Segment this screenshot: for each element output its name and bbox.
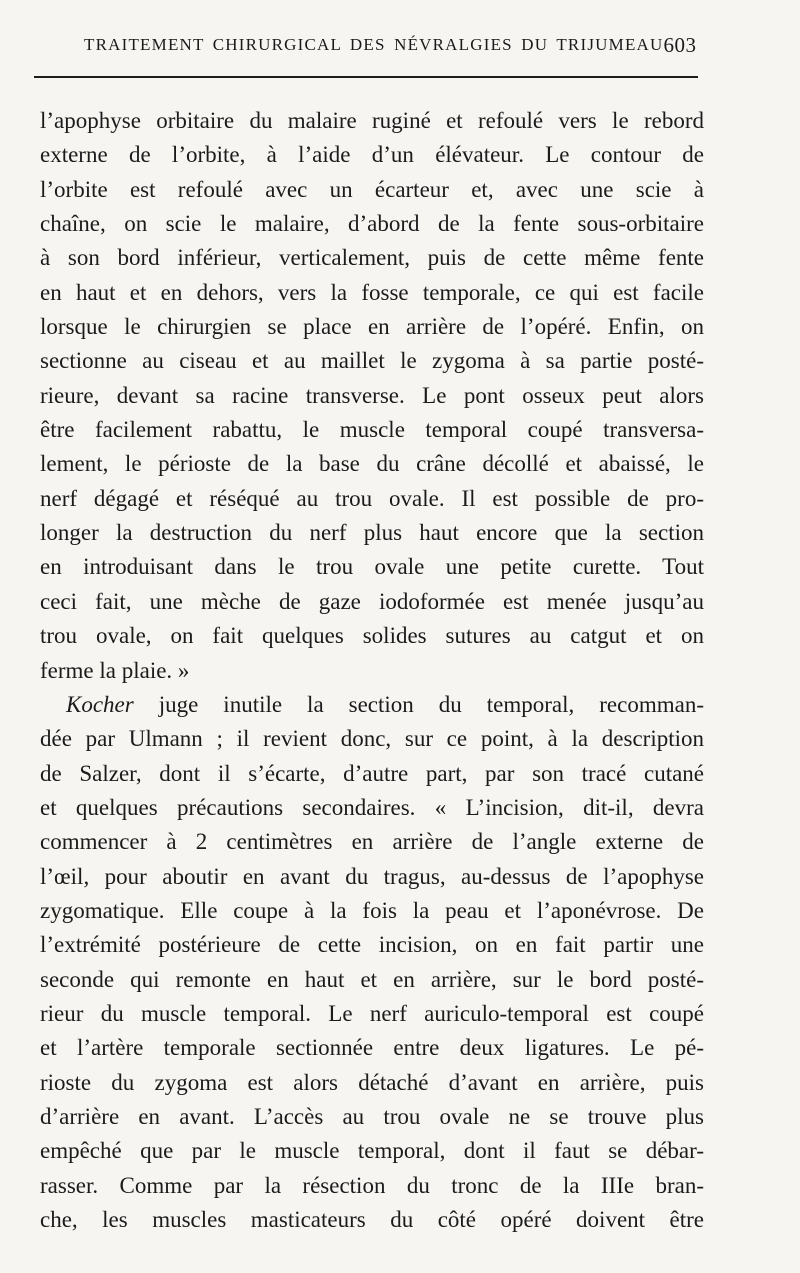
text-line: externe de l’orbite, à l’aide d’un élévateur. Le contour de: [40, 142, 704, 168]
text-line: lorsque le chirurgien se place en arrière de l’opéré. Enfin, on: [40, 314, 704, 340]
text-line: l’orbite est refoulé avec un écarteur et, avec une scie à: [40, 176, 704, 202]
header-rule: [34, 76, 698, 78]
running-header: [84, 30, 696, 60]
text-line: dée par Ulmann ; il revient donc, sur ce point, à la description: [40, 726, 704, 752]
text-line: zygomatique. Elle coupe à la fois la peau et l’aponévrose. De: [40, 897, 704, 923]
paragraph-end-line: ferme la plaie. »: [40, 657, 190, 683]
text-line: rioste du zygoma est alors détaché d’avant en arrière, puis: [40, 1069, 704, 1095]
text-line: seconde qui remonte en haut et en arrière, sur le bord posté-: [40, 966, 704, 992]
text-line: être facilement rabattu, le muscle temporal coupé transversa-: [40, 417, 704, 443]
text-line: chaîne, on scie le malaire, d’abord de la fente sous-orbitaire: [40, 211, 704, 237]
text-line: rieur du muscle temporal. Le nerf auriculo-temporal est coupé: [40, 1000, 704, 1026]
text-line: à son bord inférieur, verticalement, puis de cette même fente: [40, 245, 704, 271]
text-line: empêché que par le muscle temporal, dont il faut se débar-: [40, 1138, 704, 1164]
text-line: l’extrémité postérieure de cette incision, on en fait partir une: [40, 932, 704, 958]
text-line: de Salzer, dont il s’écarte, d’autre part, par son tracé cutané: [40, 760, 704, 786]
text-line: l’œil, pour aboutir en avant du tragus, au-dessus de l’apophyse: [40, 863, 704, 889]
text-fragment: juge inutile la section du temporal, recomman-: [133, 691, 704, 717]
text-line: l’apophyse orbitaire du malaire ruginé et refoulé vers le rebord: [40, 108, 704, 133]
text-line: et quelques précautions secondaires. « L’incision, dit-il, devra: [40, 794, 704, 820]
text-line: che, les muscles masticateurs du côté opéré doivent être: [40, 1207, 704, 1232]
text-line: nerf dégagé et réséqué au trou ovale. Il est possible de pro-: [40, 485, 704, 511]
text-line: en haut et en dehors, vers la fosse temporale, ce qui est facile: [40, 279, 704, 305]
text-line: d’arrière en avant. L’accès au trou ovale ne se trouve plus: [40, 1103, 704, 1129]
text-line: longer la destruction du nerf plus haut encore que la section: [40, 520, 704, 546]
text-line: ceci fait, une mèche de gaze iodoformée est menée jusqu’au: [40, 588, 704, 614]
text-line: trou ovale, on fait quelques solides sutures au catgut et on: [40, 623, 704, 649]
text-line: sectionne au ciseau et au maillet le zygoma à sa partie posté-: [40, 348, 704, 374]
author-name: Kocher: [66, 691, 134, 717]
text-line: et l’artère temporale sectionnée entre deux ligatures. Le pé-: [40, 1035, 704, 1061]
running-header-title: TRAITEMENT CHIRURGICAL DES NÉVRALGIES DU TRIJUMEAU: [84, 35, 664, 54]
text-line: commencer à 2 centimètres en arrière de l’angle externe de: [40, 829, 704, 855]
body-text: [40, 104, 704, 1237]
text-line: rasser. Comme par la résection du tronc de la IIIe bran-: [40, 1172, 704, 1198]
text-line: rieure, devant sa racine transverse. Le pont osseux peut alors: [40, 382, 704, 408]
text-line: lement, le périoste de la base du crâne décollé et abaissé, le: [40, 451, 704, 477]
paragraph-start-line: [40, 688, 704, 722]
text-line: en introduisant dans le trou ovale une petite curette. Tout: [40, 554, 704, 580]
page-number: 603: [663, 32, 697, 57]
